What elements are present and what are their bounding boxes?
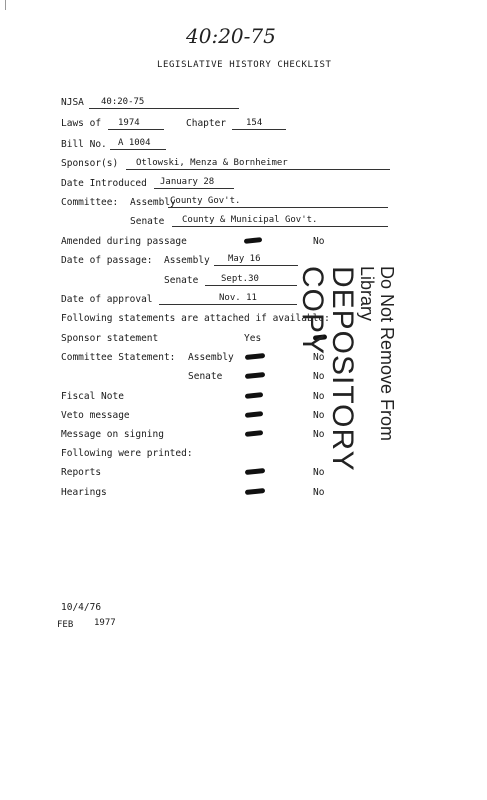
stamp-line-1: DEPOSITORY COPY — [296, 266, 359, 472]
passage-senate-field — [205, 273, 297, 286]
committee-assembly-field — [168, 195, 388, 208]
approval-label: Date of approval — [61, 294, 153, 305]
laws-field — [108, 117, 164, 130]
passage-assembly-value: May 16 — [228, 254, 261, 264]
message-on-signing-no: No — [313, 429, 325, 440]
yes-redaction-mark — [245, 372, 265, 379]
passage-assembly-label: Assembly — [164, 255, 210, 266]
amended-no: No — [313, 236, 325, 247]
committee-statement-senate-label: Senate — [188, 371, 223, 382]
amended-label: Amended during passage — [61, 236, 187, 247]
bill-label: Bill No. — [61, 139, 107, 150]
footer-date: 10/4/76 — [61, 602, 102, 613]
sponsor-field — [126, 157, 390, 170]
committee-statement-assembly-label: Assembly — [188, 352, 234, 363]
passage-senate-value: Sept.30 — [221, 274, 259, 284]
sponsor-label: Sponsor(s) — [61, 158, 119, 169]
chapter-field — [232, 117, 286, 130]
sponsor-statement-yes: Yes — [244, 333, 262, 344]
chapter-label: Chapter — [186, 118, 227, 129]
sponsor-value: Otlowski, Menza & Bornheimer — [136, 158, 288, 168]
footer-year: 1977 — [94, 618, 116, 628]
yes-redaction-mark — [245, 488, 265, 495]
handwritten-statute-number: 40:20-75 — [186, 24, 276, 48]
date-introduced-field — [154, 176, 234, 189]
approval-field — [159, 292, 297, 305]
reports-label: Reports — [61, 467, 102, 478]
committee-senate-label: Senate — [130, 216, 165, 227]
passage-label: Date of passage: — [61, 255, 153, 266]
scan-mark — [5, 0, 6, 10]
fiscal-note-label: Fiscal Note — [61, 391, 124, 402]
njsa-value: 40:20-75 — [101, 97, 145, 107]
committee-senate-value: County & Municipal Gov't. — [182, 215, 318, 225]
committee-assembly-value: County Gov't. — [170, 196, 241, 206]
depository-stamp — [297, 266, 401, 496]
document-title: LEGISLATIVE HISTORY CHECKLIST — [157, 60, 332, 70]
fiscal-note-no: No — [313, 391, 325, 402]
stamp-line-2: Do Not Remove From Library — [357, 266, 397, 442]
bill-value: A 1004 — [118, 138, 151, 148]
date-introduced-value: January 28 — [160, 177, 215, 187]
veto-message-label: Veto message — [61, 410, 130, 421]
committee-statement-label: Committee Statement: — [61, 352, 176, 363]
yes-redaction-mark — [244, 237, 262, 244]
njsa-field — [89, 96, 239, 109]
committee-senate-field — [172, 214, 388, 227]
njsa-label: NJSA — [61, 97, 84, 108]
committee-assembly-label: Assembly — [130, 197, 176, 208]
yes-redaction-mark — [245, 392, 263, 399]
sponsor-statement-label: Sponsor statement — [61, 333, 159, 344]
printed-heading: Following were printed: — [61, 448, 193, 459]
chapter-value: 154 — [246, 118, 263, 128]
footer-month: FEB — [57, 620, 74, 630]
committee-statement-assembly-no: No — [313, 352, 325, 363]
laws-label: Laws of — [61, 118, 102, 129]
bill-field — [110, 137, 166, 150]
passage-assembly-field — [214, 253, 298, 266]
hearings-no: No — [313, 487, 325, 498]
passage-senate-label: Senate — [164, 275, 199, 286]
approval-value: Nov. 11 — [219, 293, 257, 303]
yes-redaction-mark — [245, 353, 265, 360]
committee-label: Committee: — [61, 197, 119, 208]
yes-redaction-mark — [245, 430, 263, 437]
statements-heading: Following statements are attached if available: — [61, 313, 330, 324]
yes-redaction-mark — [245, 411, 263, 418]
reports-no: No — [313, 467, 325, 478]
message-on-signing-label: Message on signing — [61, 429, 164, 440]
date-introduced-label: Date Introduced — [61, 178, 147, 189]
yes-redaction-mark — [245, 468, 265, 475]
veto-message-no: No — [313, 410, 325, 421]
laws-value: 1974 — [118, 118, 140, 128]
hearings-label: Hearings — [61, 487, 107, 498]
committee-statement-senate-no: No — [313, 371, 325, 382]
